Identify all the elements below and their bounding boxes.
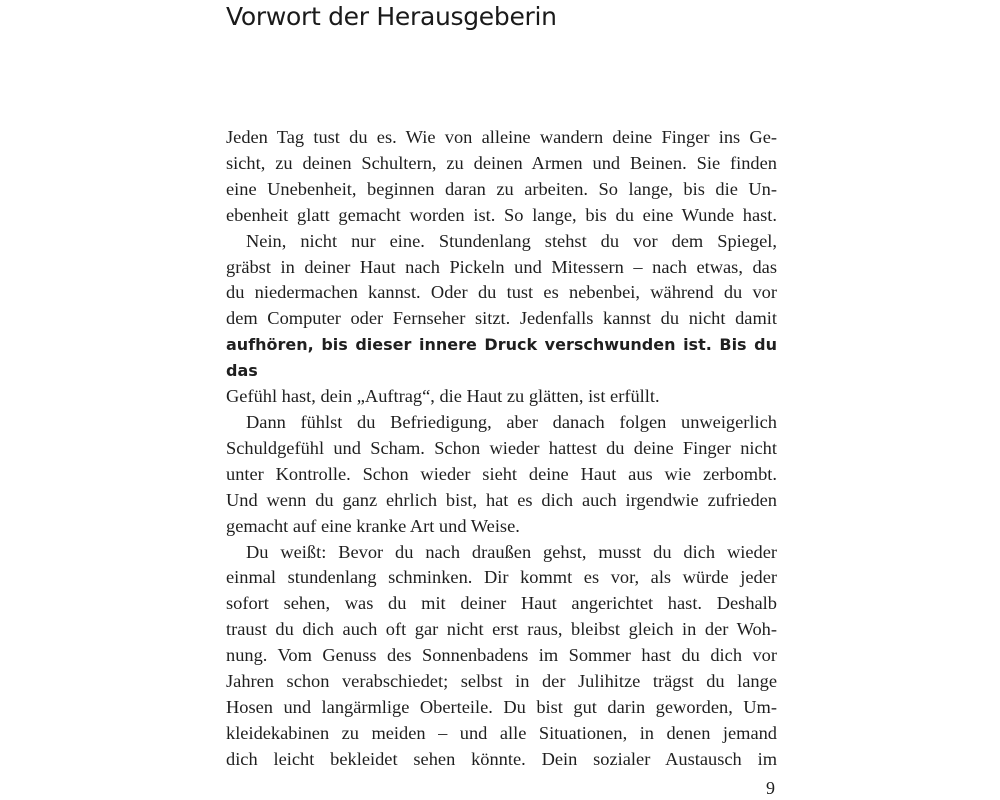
paragraph-3	[226, 410, 777, 540]
text-line: sicht, zu deinen Schultern, zu deinen Armen und Beinen. Sie finden	[226, 152, 777, 173]
text-line: Nein, nicht nur eine. Stundenlang stehst du vor dem Spiegel,	[246, 230, 777, 251]
text-line: nung. Vom Genuss des Sonnenbadens im Sommer hast du dich vor	[226, 645, 777, 666]
body-text	[226, 125, 777, 773]
text-line: gräbst in deiner Haut nach Pickeln und Mitessern – nach etwas, das	[226, 256, 777, 277]
text-line: dich leicht bekleidet sehen könnte. Dein sozialer Austausch im	[226, 748, 777, 769]
text-line: Hosen und langärmlige Oberteile. Du bist gut darin geworden, Um-	[226, 696, 777, 717]
text-line: Gefühl hast, dein „Auftrag“, die Haut zu glätten, ist erfüllt.	[226, 386, 660, 407]
text-line: eine Unebenheit, beginnen daran zu arbeiten. So lange, bis die Un-	[226, 178, 777, 199]
text-line: sofort sehen, was du mit deiner Haut angerichtet hast. Deshalb	[226, 593, 777, 614]
text-line: Jahren schon verabschiedet; selbst in der Julihitze trägst du lange	[226, 671, 777, 692]
text-line: dem Computer oder Fernseher sitzt. Jedenfalls kannst du nicht damit	[226, 308, 777, 329]
page-number: 9	[766, 778, 775, 798]
text-line: traust du dich auch oft gar nicht erst raus, bleibst gleich in der Woh-	[226, 619, 777, 640]
paragraph-1	[226, 125, 777, 229]
text-line: kleidekabinen zu meiden – und alle Situationen, in denen jemand	[226, 722, 777, 743]
text-line: gemacht auf eine kranke Art und Weise.	[226, 515, 520, 536]
chapter-title: Vorwort der Herausgeberin	[226, 2, 557, 31]
text-line: Schuldgefühl und Scham. Schon wieder hattest du deine Finger nicht	[226, 437, 777, 458]
text-line: Jeden Tag tust du es. Wie von alleine wandern deine Finger ins Ge-	[226, 127, 777, 147]
text-line: du niedermachen kannst. Oder du tust es nebenbei, während du vor	[226, 282, 777, 303]
text-line: unter Kontrolle. Schon wieder sieht deine Haut aus wie zerbombt.	[226, 463, 777, 484]
text-line: Und wenn du ganz ehrlich bist, hat es dich auch irgendwie zufrieden	[226, 489, 777, 510]
text-line: ebenheit glatt gemacht worden ist. So lange, bis du eine Wunde hast.	[226, 204, 777, 225]
emphasized-line: aufhören, bis dieser innere Druck verschwunden ist. Bis du das	[226, 335, 777, 381]
text-line: Dann fühlst du Befriedigung, aber danach folgen unweigerlich	[246, 411, 777, 432]
paragraph-4	[226, 540, 777, 773]
text-line: einmal stundenlang schminken. Dir kommt es vor, als würde jeder	[226, 567, 777, 588]
text-line: Du weißt: Bevor du nach draußen gehst, musst du dich wieder	[246, 541, 777, 562]
paragraph-2	[226, 229, 777, 410]
